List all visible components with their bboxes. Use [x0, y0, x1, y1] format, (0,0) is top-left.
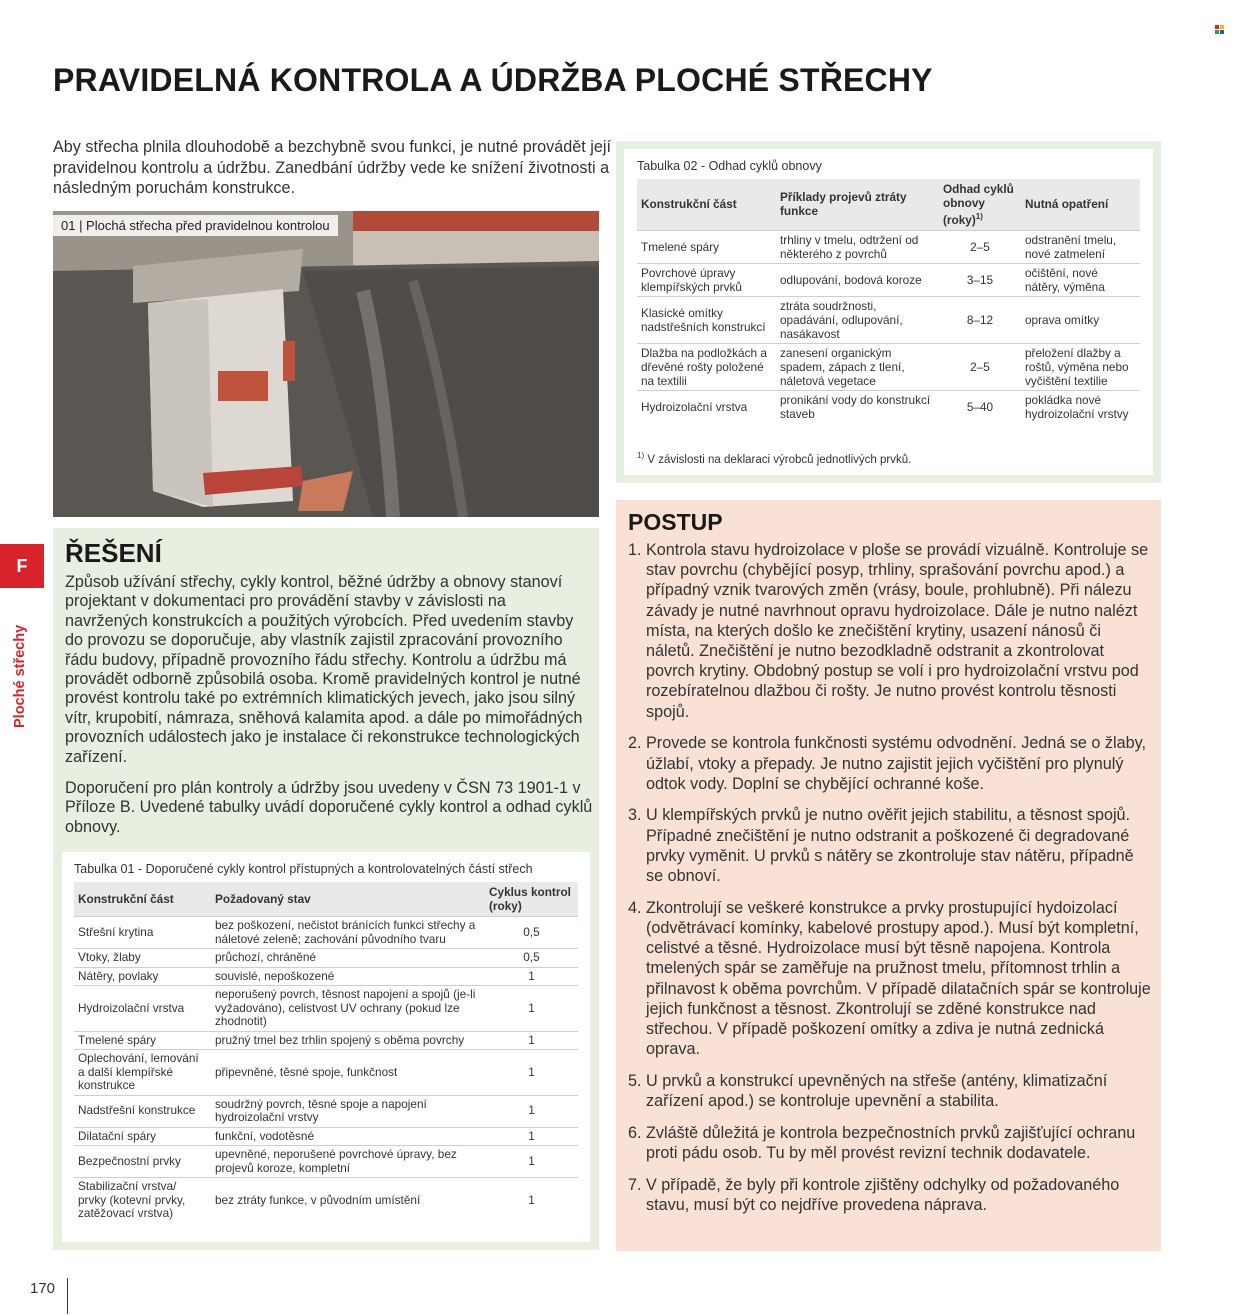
- cell: Klasické omítky nadstřešních konstrukcí: [637, 296, 776, 343]
- chapter-label-text: Ploché střechy: [12, 624, 28, 728]
- reseni-heading: ŘEŠENÍ: [65, 538, 162, 568]
- cell: přeložení dlažby a roštů, výměna nebo vyčištění textilie: [1021, 343, 1140, 390]
- item-number: 1.: [628, 541, 642, 559]
- table-02-caption: Tabulka 02 - Odhad cyklů obnovy: [637, 159, 822, 173]
- cell: Hydroizolační vrstva: [637, 390, 776, 423]
- cell: Střešní krytina: [74, 917, 211, 949]
- page-number: 170: [30, 1280, 56, 1297]
- cell: 1: [485, 967, 578, 986]
- item-number: 2.: [628, 734, 642, 753]
- reseni-paragraph-1: Způsob užívání střechy, cykly kontrol, běžné údržby a obnovy stanoví projektant v dokumentaci pro provádění stavby v závislosti na navržených konstrukcích a použitých výrobcích. Před uvedením stavby do provozu se doporučuje, aby vlastník zajistil zpracování provozního řádu budovy, případně provozního řádu střechy. Kontrolu a údržbu má provádět odborně způsobilá osoba. Kromě pravidelných kontrol je nutné provést kontrolu také po extrémních klimatických jevech, jako jsou silný vítr, krupobití, námraza, sněhová kalamita apod. a dále po mimořádných provozních událostech jako je instalace či rekonstrukce technologických zařízení.: [65, 573, 583, 766]
- cell: očištění, nové nátěry, výměna: [1021, 263, 1140, 296]
- brand-mark-icon: [1215, 25, 1225, 35]
- cell: 1: [485, 1095, 578, 1127]
- item-number: 5.: [628, 1071, 642, 1090]
- cell: upevněné, neporušené povrchové úpravy, bez projevů koroze, kompletní: [211, 1146, 485, 1178]
- cell: 5–40: [939, 390, 1021, 423]
- column-header-text: Odhad cyklů obnovy (roky): [943, 182, 1014, 227]
- cell: 1: [485, 1050, 578, 1096]
- item-number: 4.: [628, 898, 642, 917]
- postup-list: [628, 540, 1153, 1227]
- cell: neporušený povrch, těsnost napojení a spojů (je-li vyžadováno), celistvost UV ochrany (pokud lze zhodnotit): [211, 986, 485, 1032]
- table-row: [637, 296, 1140, 343]
- table-01: [74, 882, 578, 1223]
- cell: 2–5: [939, 343, 1021, 390]
- cell: odstranění tmelu, nové zatmelení: [1021, 230, 1140, 263]
- cell: Tmelené spáry: [637, 230, 776, 263]
- cell: 8–12: [939, 296, 1021, 343]
- cell: Tmelené spáry: [74, 1031, 211, 1050]
- item-text: Zkontrolují se veškeré konstrukce a prvky prostupující hydoizolací (odvětrávací komínky, kabelové prostupy apod.). Musí být kompletní, celistvé a těsné. Hydroizolace musí být těsně napojena. Kontrola tmelených spár se zaměřuje na pružnost tmelu, přítomnost trhlin a přilnavost k oběma povrchům. V případě dilatačních spár se kontroluje jejich funkčnost a těsnost. Zkontrolují se zděné konstrukce nad střechou. V případě poškození omítky a zdiva je nutná zednická oprava.: [646, 898, 1151, 1059]
- cell: funkční, vodotěsné: [211, 1127, 485, 1146]
- cell: pronikání vody do konstrukcí staveb: [776, 390, 939, 423]
- cell: 1: [485, 1178, 578, 1223]
- reseni-paragraph-2: Doporučení pro plán kontroly a údržby jsou uvedeny v ČSN 73 1901-1 v Příloze B. Uvedené tabulky uvádí doporučené cykly kontrol a odhad cyklů obnovy.: [65, 779, 593, 836]
- list-item: [628, 1123, 1153, 1163]
- cell: 1: [485, 1127, 578, 1146]
- column-header: Nutná opatření: [1025, 197, 1109, 212]
- cell: soudržný povrch, těsné spoje a napojení hydroizolační vrstvy: [211, 1095, 485, 1127]
- cell: průchozí, chráněné: [211, 949, 485, 968]
- cell: připevněné, těsné spoje, funkčnost: [211, 1050, 485, 1096]
- table-row: [74, 1127, 578, 1146]
- cell: pružný tmel bez trhlin spojený s oběma povrchy: [211, 1031, 485, 1050]
- item-text: Kontrola stavu hydroizolace v ploše se provádí vizuálně. Kontroluje se stav povrchu (chybějící posyp, trhliny, sprašování povrchu apod.) a případný vznik tvarových změn (vrásy, boule, prohlubně). Při nálezu závady je nutné navrhnout opravu hydroizolace. Dále je nutno nalézt místa, na kterých došlo ke znečištění krytiny, usazení nánosů či náletů. Znečištění je nutno bezodkladně odstranit a zkontrolovat povrch krytiny. Obdobný postup se volí i pro hydroizolační vrstvu pod rozebíratelnou dlažbou či rošty. Je nutno provést kontrolu těsnosti spojů.: [646, 541, 1149, 721]
- cell: zanesení organickým spadem, zápach z tlení, náletová vegetace: [776, 343, 939, 390]
- list-item: [628, 733, 1153, 794]
- page-number-divider: [67, 1278, 68, 1314]
- list-item: [628, 898, 1153, 1060]
- item-number: 6.: [628, 1123, 642, 1142]
- cell: 2–5: [939, 230, 1021, 263]
- chapter-tab[interactable]: F: [0, 544, 44, 588]
- item-number: 3.: [628, 806, 642, 825]
- list-item: [628, 1071, 1153, 1111]
- table-row: [74, 1031, 578, 1050]
- table-row: [74, 986, 578, 1032]
- table-01-box: [62, 852, 590, 1242]
- table-01-caption: Tabulka 01 - Doporučené cykly kontrol přístupných a kontrolovatelných částí střech: [74, 862, 533, 876]
- table-row: [74, 1178, 578, 1223]
- table-row: [74, 949, 578, 968]
- footnote-text: V závislosti na deklaraci výrobců jednotlivých prvků.: [647, 453, 912, 466]
- cell: 1: [485, 986, 578, 1032]
- list-item: [628, 1175, 1153, 1215]
- table-row: [74, 1095, 578, 1127]
- footnote-mark: 1): [975, 212, 983, 221]
- cell: bez poškození, nečistot bránících funkci střechy a náletové zeleně; zachování původního tvaru: [211, 917, 485, 949]
- table-row: [74, 1146, 578, 1178]
- item-text: U klempířských prvků je nutno ověřit jejich stabilitu, a těsnost spojů. Případné znečištění je nutno odstranit a poškozené či degradované prvky vyměnit. U prvků s nátěry se zkontroluje stav nátěru, případně se obnoví.: [646, 806, 1134, 886]
- table-row: [637, 390, 1140, 423]
- cell: 0,5: [485, 949, 578, 968]
- table-02-footnote: [637, 451, 911, 466]
- cell: Nadstřešní konstrukce: [74, 1095, 211, 1127]
- cell: Bezpečnostní prvky: [74, 1146, 211, 1178]
- footnote-mark: 1): [637, 451, 645, 460]
- postup-section: [616, 500, 1161, 1251]
- item-text: Zvláště důležitá je kontrola bezpečnostních prvků zajišťující ochranu proti pádu osob. Tu by měl provést revizní technik dodavatele.: [646, 1123, 1136, 1162]
- column-header: Konstrukční část: [641, 197, 737, 212]
- table-row: [637, 263, 1140, 296]
- cell: 1: [485, 1146, 578, 1178]
- column-header: Požadovaný stav: [215, 892, 311, 906]
- chapter-label: [12, 600, 32, 728]
- list-item: [628, 540, 1153, 722]
- cell: bez ztráty funkce, v původním umístění: [211, 1178, 485, 1223]
- photo-caption: 01 | Plochá střecha před pravidelnou kontrolou: [53, 215, 338, 236]
- roof-chimney-illustration: [53, 211, 599, 517]
- table-row: [74, 917, 578, 949]
- roof-photo: [53, 211, 599, 517]
- cell: Stabilizační vrstva/ prvky (kotevní prvky, zatěžovací vrstva): [74, 1178, 211, 1223]
- item-text: Provede se kontrola funkčnosti systému odvodnění. Jedná se o žlaby, úžlabí, vtoky a přepady. Je nutno zajistit jejich vyčištění pro plynulý odtok vody. Doplní se chybějící ochranné koše.: [646, 734, 1147, 793]
- cell: Oplechování, lemování a další klempířské konstrukce: [74, 1050, 211, 1096]
- table-02-box: [616, 141, 1161, 483]
- table-row: [74, 1050, 578, 1096]
- table-02-panel: [624, 149, 1153, 475]
- cell: souvislé, nepoškozené: [211, 967, 485, 986]
- table-header-row: [637, 179, 1140, 230]
- table-row: [74, 967, 578, 986]
- column-header: Příklady projevů ztráty funkce: [780, 190, 907, 219]
- cell: odlupování, bodová koroze: [776, 263, 939, 296]
- postup-heading: POSTUP: [628, 509, 723, 535]
- item-text: U prvků a konstrukcí upevněných na střeše (antény, klimatizační zařízení apod.) se kontroluje upevnění a stabilita.: [646, 1071, 1108, 1111]
- cell: ztráta soudržnosti, opadávání, odlupování, nasákavost: [776, 296, 939, 343]
- cell: 1: [485, 1031, 578, 1050]
- cell: Povrchové úpravy klempířských prvků: [637, 263, 776, 296]
- column-header: Konstrukční část: [78, 892, 174, 906]
- column-header: [939, 179, 1021, 230]
- item-text: V případě, že byly při kontrole zjištěny odchylky od požadovaného stavu, musí být co nejdříve provedena náprava.: [646, 1175, 1120, 1214]
- item-number: 7.: [628, 1175, 642, 1194]
- cell: 0,5: [485, 917, 578, 949]
- cell: Nátěry, povlaky: [74, 967, 211, 986]
- cell: Vtoky, žlaby: [74, 949, 211, 968]
- table-row: [637, 343, 1140, 390]
- column-header: Cyklus kontrol (roky): [489, 885, 571, 913]
- cell: Dilatační spáry: [74, 1127, 211, 1146]
- page-title: PRAVIDELNÁ KONTROLA A ÚDRŽBA PLOCHÉ STŘECHY: [53, 62, 933, 98]
- table-header-row: [74, 882, 578, 917]
- table-02: [637, 179, 1140, 423]
- table-row: [637, 230, 1140, 263]
- cell: pokládka nové hydroizolační vrstvy: [1021, 390, 1140, 423]
- cell: trhliny v tmelu, odtržení od některého z povrchů: [776, 230, 939, 263]
- list-item: [628, 805, 1153, 886]
- cell: oprava omítky: [1021, 296, 1140, 343]
- cell: Hydroizolační vrstva: [74, 986, 211, 1032]
- cell: 3–15: [939, 263, 1021, 296]
- cell: Dlažba na podložkách a dřevěné rošty položené na textilii: [637, 343, 776, 390]
- intro-text: Aby střecha plnila dlouhodobě a bezchybně svou funkci, je nutné provádět její pravidelnou kontrolu a údržbu. Zanedbání údržby vede ke snížení životnosti a následným poruchám konstrukce.: [53, 138, 611, 197]
